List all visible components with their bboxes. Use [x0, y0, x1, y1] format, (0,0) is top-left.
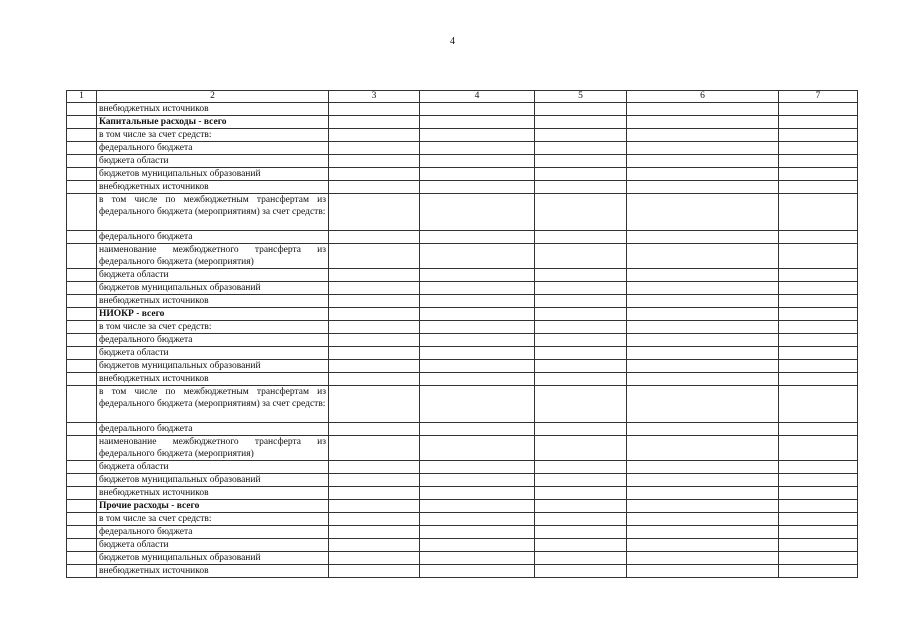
table-cell-col-3	[329, 168, 420, 181]
table-cell-col-1	[67, 142, 97, 155]
row-label: наименование межбюджетного трансферта из федерального бюджета (мероприятия)	[97, 436, 329, 461]
table-cell-col-7	[779, 181, 858, 194]
table-cell-col-4	[420, 552, 535, 565]
table-row	[67, 194, 858, 231]
table-cell-col-3	[329, 513, 420, 526]
row-label: федерального бюджета	[97, 142, 329, 155]
table-row	[67, 436, 858, 461]
table-cell-col-5	[535, 308, 627, 321]
table-cell-col-7	[779, 231, 858, 244]
table-cell-col-4	[420, 116, 535, 129]
expenditure-table	[66, 90, 858, 578]
table-cell-col-1	[67, 373, 97, 386]
table-cell-col-3	[329, 539, 420, 552]
table-cell-col-6	[627, 295, 779, 308]
row-label: внебюджетных источников	[97, 295, 329, 308]
table-cell-col-1	[67, 321, 97, 334]
table-cell-col-4	[420, 539, 535, 552]
row-label: бюджета области	[97, 269, 329, 282]
table-row	[67, 565, 858, 578]
table-cell-col-5	[535, 168, 627, 181]
table-row	[67, 244, 858, 269]
table-cell-col-6	[627, 142, 779, 155]
table-cell-col-5	[535, 194, 627, 231]
row-label: наименование межбюджетного трансферта из федерального бюджета (мероприятия)	[97, 244, 329, 269]
table-cell-col-3	[329, 295, 420, 308]
table-cell-col-7	[779, 513, 858, 526]
table-cell-col-7	[779, 347, 858, 360]
table-row	[67, 334, 858, 347]
row-label: бюджета области	[97, 347, 329, 360]
table-row	[67, 295, 858, 308]
table-row	[67, 269, 858, 282]
table-row	[67, 386, 858, 423]
table-cell-col-5	[535, 334, 627, 347]
table-cell-col-5	[535, 565, 627, 578]
table-cell-col-7	[779, 474, 858, 487]
table-row	[67, 526, 858, 539]
table-cell-col-5	[535, 436, 627, 461]
table-cell-col-5	[535, 103, 627, 116]
row-label: федерального бюджета	[97, 231, 329, 244]
table-cell-col-5	[535, 231, 627, 244]
table-cell-col-7	[779, 526, 858, 539]
table-cell-col-6	[627, 539, 779, 552]
table-row	[67, 487, 858, 500]
table-cell-col-1	[67, 231, 97, 244]
table-cell-col-1	[67, 347, 97, 360]
table-cell-col-6	[627, 487, 779, 500]
table-cell-col-1	[67, 474, 97, 487]
table-cell-col-5	[535, 295, 627, 308]
table-cell-col-4	[420, 142, 535, 155]
table-cell-col-4	[420, 181, 535, 194]
table-cell-col-5	[535, 474, 627, 487]
table-cell-col-1	[67, 129, 97, 142]
table-cell-col-5	[535, 386, 627, 423]
table-cell-col-3	[329, 269, 420, 282]
table-row	[67, 129, 858, 142]
table-cell-col-7	[779, 436, 858, 461]
table-cell-col-5	[535, 155, 627, 168]
table-cell-col-4	[420, 436, 535, 461]
table-cell-col-6	[627, 231, 779, 244]
table-cell-col-7	[779, 282, 858, 295]
table-cell-col-3	[329, 436, 420, 461]
table-cell-col-5	[535, 116, 627, 129]
table-cell-col-1	[67, 552, 97, 565]
table-cell-col-3	[329, 282, 420, 295]
column-header-3: 3	[329, 91, 420, 103]
table-cell-col-5	[535, 423, 627, 436]
table-cell-col-1	[67, 513, 97, 526]
row-label: внебюджетных источников	[97, 565, 329, 578]
table-cell-col-3	[329, 103, 420, 116]
table-cell-col-7	[779, 386, 858, 423]
table-cell-col-6	[627, 373, 779, 386]
table-cell-col-6	[627, 552, 779, 565]
table-cell-col-7	[779, 552, 858, 565]
table-cell-col-3	[329, 461, 420, 474]
table-cell-col-4	[420, 155, 535, 168]
column-header-1: 1	[67, 91, 97, 103]
table-cell-col-5	[535, 282, 627, 295]
table-cell-col-4	[420, 500, 535, 513]
table-row	[67, 308, 858, 321]
table-cell-col-6	[627, 347, 779, 360]
row-label: бюджета области	[97, 539, 329, 552]
table-cell-col-3	[329, 155, 420, 168]
table-cell-col-7	[779, 334, 858, 347]
table-cell-col-1	[67, 116, 97, 129]
row-label: в том числе за счет средств:	[97, 129, 329, 142]
table-cell-col-1	[67, 334, 97, 347]
header-row	[67, 91, 858, 103]
row-label: бюджетов муниципальных образований	[97, 360, 329, 373]
table-cell-col-7	[779, 539, 858, 552]
table-cell-col-7	[779, 168, 858, 181]
table-cell-col-5	[535, 321, 627, 334]
table-row	[67, 461, 858, 474]
table-cell-col-7	[779, 500, 858, 513]
table-cell-col-1	[67, 181, 97, 194]
table-cell-col-5	[535, 129, 627, 142]
row-label: в том числе по межбюджетным трансфертам из федерального бюджета (мероприятиям) за счет средств:	[97, 194, 329, 231]
table-cell-col-3	[329, 116, 420, 129]
table-cell-col-6	[627, 155, 779, 168]
table-cell-col-5	[535, 513, 627, 526]
table-cell-col-7	[779, 487, 858, 500]
table-cell-col-6	[627, 321, 779, 334]
table-row	[67, 373, 858, 386]
table-cell-col-4	[420, 321, 535, 334]
table-cell-col-4	[420, 103, 535, 116]
table-cell-col-6	[627, 168, 779, 181]
table-cell-col-6	[627, 103, 779, 116]
table-cell-col-6	[627, 334, 779, 347]
table-cell-col-6	[627, 181, 779, 194]
table-cell-col-7	[779, 373, 858, 386]
column-header-7: 7	[779, 91, 858, 103]
table-cell-col-6	[627, 269, 779, 282]
table-cell-col-1	[67, 526, 97, 539]
table-row	[67, 103, 858, 116]
table-cell-col-7	[779, 194, 858, 231]
table-row	[67, 321, 858, 334]
table-cell-col-6	[627, 513, 779, 526]
table-cell-col-7	[779, 295, 858, 308]
table-cell-col-5	[535, 142, 627, 155]
row-label: бюджетов муниципальных образований	[97, 168, 329, 181]
table-cell-col-1	[67, 539, 97, 552]
table-cell-col-1	[67, 360, 97, 373]
table-cell-col-6	[627, 565, 779, 578]
table-cell-col-4	[420, 360, 535, 373]
table-cell-col-6	[627, 308, 779, 321]
table-cell-col-3	[329, 526, 420, 539]
table-cell-col-4	[420, 168, 535, 181]
table-cell-col-6	[627, 423, 779, 436]
table-body	[67, 103, 858, 578]
table-cell-col-7	[779, 103, 858, 116]
table-cell-col-4	[420, 347, 535, 360]
table-cell-col-3	[329, 552, 420, 565]
row-label: федерального бюджета	[97, 423, 329, 436]
table-cell-col-5	[535, 461, 627, 474]
table-cell-col-3	[329, 142, 420, 155]
row-label: внебюджетных источников	[97, 181, 329, 194]
table-row	[67, 282, 858, 295]
table-cell-col-6	[627, 474, 779, 487]
table-cell-col-7	[779, 308, 858, 321]
table-cell-col-1	[67, 565, 97, 578]
table-cell-col-6	[627, 244, 779, 269]
table-cell-col-7	[779, 244, 858, 269]
row-label: Капитальные расходы - всего	[97, 116, 329, 129]
table-cell-col-7	[779, 155, 858, 168]
table-cell-col-3	[329, 487, 420, 500]
table-cell-col-3	[329, 360, 420, 373]
table-cell-col-4	[420, 244, 535, 269]
table-cell-col-3	[329, 129, 420, 142]
column-header-2: 2	[97, 91, 329, 103]
table-cell-col-4	[420, 513, 535, 526]
table-cell-col-1	[67, 500, 97, 513]
table-cell-col-6	[627, 500, 779, 513]
table-row	[67, 513, 858, 526]
table-cell-col-3	[329, 386, 420, 423]
table-row	[67, 168, 858, 181]
table-cell-col-7	[779, 116, 858, 129]
table-cell-col-3	[329, 500, 420, 513]
table-cell-col-3	[329, 231, 420, 244]
row-label: в том числе по межбюджетным трансфертам из федерального бюджета (мероприятиям) за счет средств:	[97, 386, 329, 423]
table-row	[67, 539, 858, 552]
table-row	[67, 155, 858, 168]
column-header-6: 6	[627, 91, 779, 103]
table-row	[67, 552, 858, 565]
table-cell-col-1	[67, 244, 97, 269]
table-cell-col-5	[535, 539, 627, 552]
table-row	[67, 181, 858, 194]
table-cell-col-6	[627, 360, 779, 373]
table-row	[67, 423, 858, 436]
table-cell-col-6	[627, 526, 779, 539]
table-cell-col-1	[67, 386, 97, 423]
table-cell-col-6	[627, 116, 779, 129]
table-cell-col-7	[779, 142, 858, 155]
table-cell-col-1	[67, 269, 97, 282]
row-label: бюджетов муниципальных образований	[97, 552, 329, 565]
table-cell-col-5	[535, 487, 627, 500]
row-label: внебюджетных источников	[97, 373, 329, 386]
table-row	[67, 360, 858, 373]
table-cell-col-4	[420, 461, 535, 474]
table-row	[67, 116, 858, 129]
table-cell-col-5	[535, 500, 627, 513]
column-header-4: 4	[420, 91, 535, 103]
table-cell-col-3	[329, 244, 420, 269]
table-row	[67, 142, 858, 155]
table-cell-col-4	[420, 282, 535, 295]
table-cell-col-4	[420, 474, 535, 487]
table-cell-col-1	[67, 103, 97, 116]
table-cell-col-4	[420, 565, 535, 578]
table-cell-col-5	[535, 244, 627, 269]
table-cell-col-4	[420, 194, 535, 231]
table-row	[67, 347, 858, 360]
table-cell-col-7	[779, 565, 858, 578]
page-number: 4	[450, 36, 455, 47]
table-cell-col-6	[627, 194, 779, 231]
table-cell-col-6	[627, 461, 779, 474]
table-cell-col-4	[420, 295, 535, 308]
table-cell-col-3	[329, 321, 420, 334]
table-cell-col-4	[420, 334, 535, 347]
table-cell-col-5	[535, 526, 627, 539]
table-cell-col-1	[67, 436, 97, 461]
table-cell-col-3	[329, 347, 420, 360]
table-cell-col-7	[779, 129, 858, 142]
row-label: бюджета области	[97, 461, 329, 474]
row-label: внебюджетных источников	[97, 487, 329, 500]
table-cell-col-5	[535, 373, 627, 386]
row-label: федерального бюджета	[97, 334, 329, 347]
table-cell-col-1	[67, 461, 97, 474]
table-cell-col-1	[67, 423, 97, 436]
table-cell-col-7	[779, 321, 858, 334]
table-cell-col-1	[67, 194, 97, 231]
row-label: бюджетов муниципальных образований	[97, 474, 329, 487]
row-label: в том числе за счет средств:	[97, 321, 329, 334]
table-cell-col-3	[329, 308, 420, 321]
table-cell-col-4	[420, 487, 535, 500]
table-cell-col-5	[535, 552, 627, 565]
table-cell-col-1	[67, 168, 97, 181]
table-cell-col-4	[420, 231, 535, 244]
table-cell-col-7	[779, 423, 858, 436]
table-row	[67, 474, 858, 487]
table-cell-col-5	[535, 269, 627, 282]
table-cell-col-6	[627, 436, 779, 461]
table-cell-col-3	[329, 194, 420, 231]
table-cell-col-7	[779, 269, 858, 282]
table-row	[67, 500, 858, 513]
table-cell-col-6	[627, 282, 779, 295]
table-row	[67, 231, 858, 244]
table-cell-col-4	[420, 129, 535, 142]
table-cell-col-5	[535, 347, 627, 360]
table-cell-col-3	[329, 423, 420, 436]
table-cell-col-1	[67, 282, 97, 295]
table-cell-col-4	[420, 373, 535, 386]
table-cell-col-3	[329, 565, 420, 578]
column-header-5: 5	[535, 91, 627, 103]
table-cell-col-4	[420, 308, 535, 321]
table-cell-col-5	[535, 360, 627, 373]
row-label: НИОКР - всего	[97, 308, 329, 321]
row-label: бюджета области	[97, 155, 329, 168]
table-cell-col-4	[420, 386, 535, 423]
table-cell-col-3	[329, 474, 420, 487]
row-label: федерального бюджета	[97, 526, 329, 539]
row-label: Прочие расходы - всего	[97, 500, 329, 513]
table-cell-col-5	[535, 181, 627, 194]
table-cell-col-7	[779, 360, 858, 373]
table-cell-col-3	[329, 373, 420, 386]
table-cell-col-1	[67, 308, 97, 321]
row-label: бюджетов муниципальных образований	[97, 282, 329, 295]
table-cell-col-3	[329, 181, 420, 194]
table-cell-col-6	[627, 129, 779, 142]
table-cell-col-4	[420, 423, 535, 436]
row-label: в том числе за счет средств:	[97, 513, 329, 526]
table-cell-col-7	[779, 461, 858, 474]
table-cell-col-4	[420, 269, 535, 282]
table-cell-col-4	[420, 526, 535, 539]
table-cell-col-1	[67, 155, 97, 168]
table-cell-col-3	[329, 334, 420, 347]
row-label: внебюджетных источников	[97, 103, 329, 116]
table-cell-col-6	[627, 386, 779, 423]
table-cell-col-1	[67, 295, 97, 308]
table-cell-col-1	[67, 487, 97, 500]
